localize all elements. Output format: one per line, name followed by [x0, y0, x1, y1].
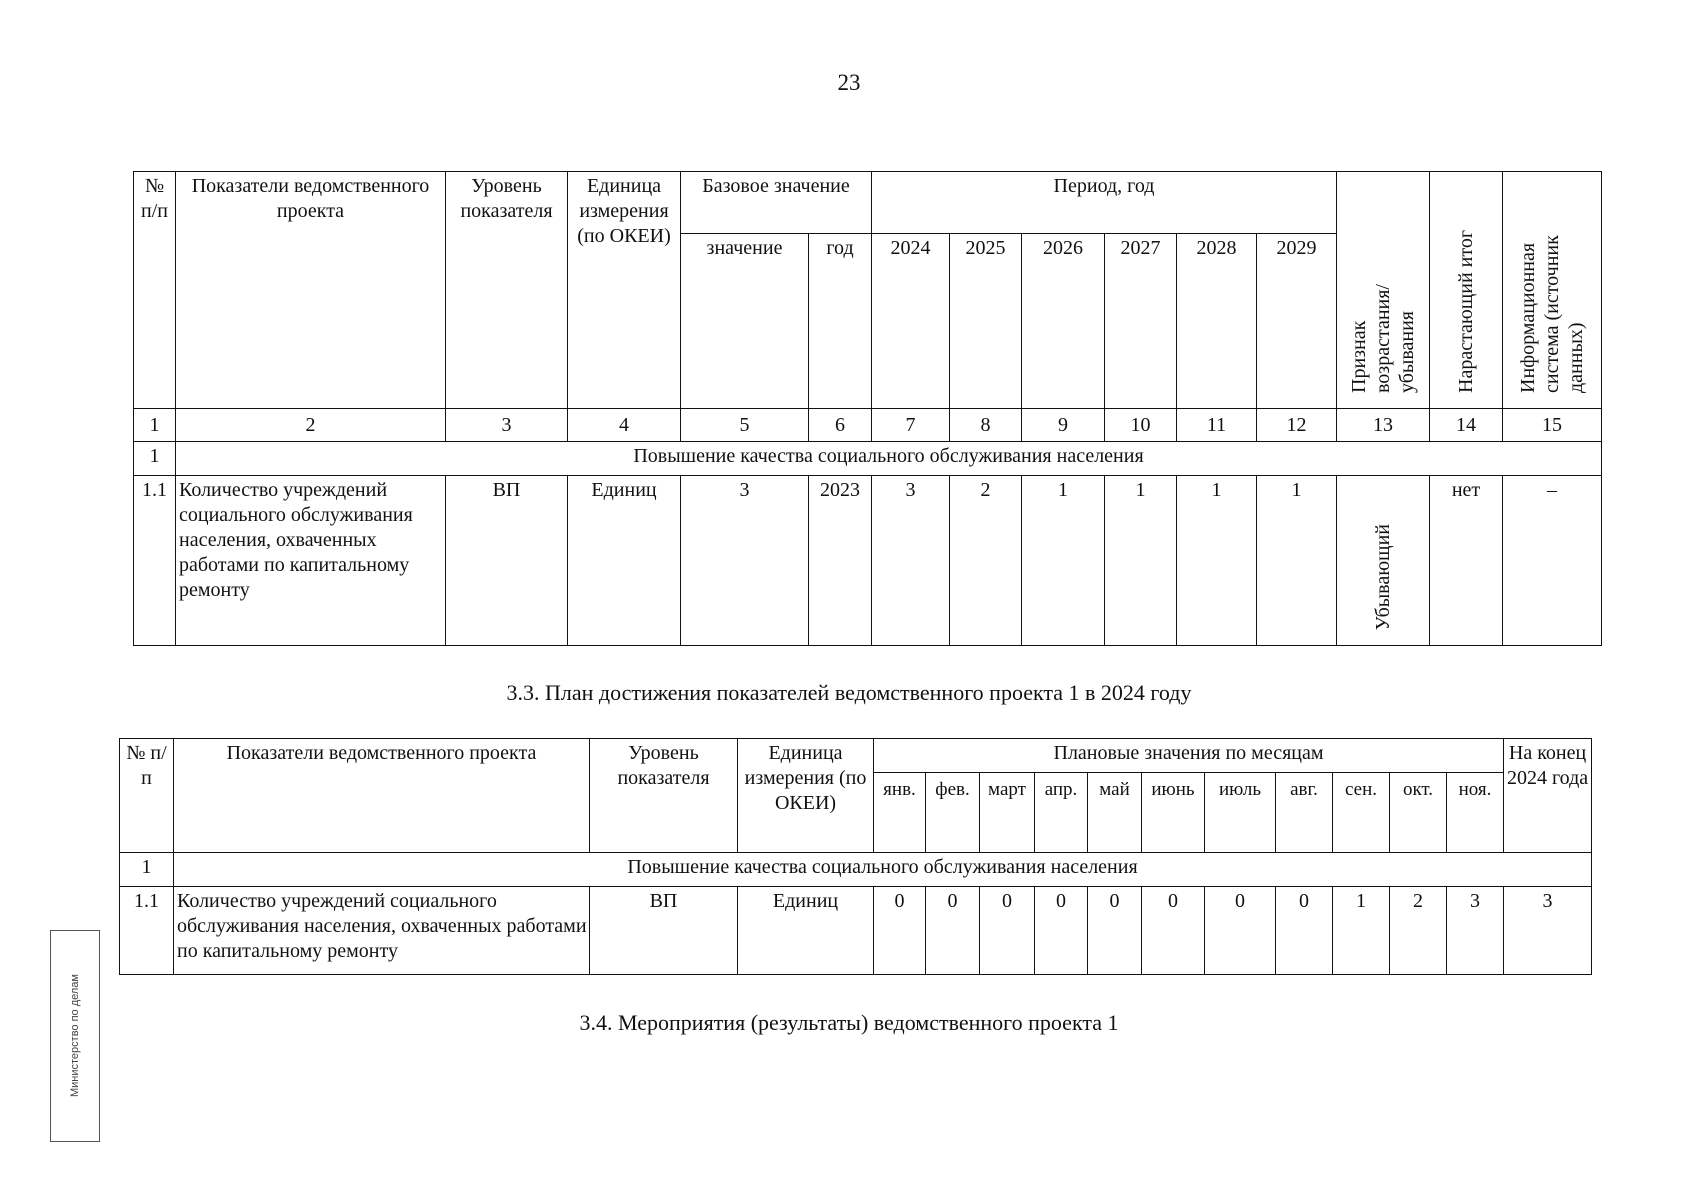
header-year: 2024	[872, 234, 950, 409]
column-number: 14	[1430, 409, 1503, 442]
column-number: 9	[1022, 409, 1105, 442]
row-cumulative: нет	[1430, 476, 1503, 646]
row-indicator-name: Количество учреждений социального обслуживания населения, охваченных работами по капитальному ремонту	[174, 887, 590, 975]
section-heading-3-4: 3.4. Мероприятия (результаты) ведомственного проекта 1	[579, 1010, 1119, 1035]
row-unit: Единиц	[738, 887, 874, 975]
header-cumulative-text: Нарастающий итог	[1455, 229, 1478, 393]
header-unit: Единица измерения (по ОКЕИ)	[738, 739, 874, 853]
row-unit: Единиц	[568, 476, 681, 646]
row-month-value: 0	[980, 887, 1035, 975]
row-number: 1.1	[120, 887, 174, 975]
row-year-value: 1	[1022, 476, 1105, 646]
header-end-of-year: На конец 2024 года	[1504, 739, 1592, 853]
row-level: ВП	[590, 887, 738, 975]
header-indicator: Показатели ведомственного проекта	[174, 739, 590, 853]
header-month: ноя.	[1447, 773, 1504, 853]
table-row	[120, 887, 1592, 975]
header-base: Базовое значение	[681, 172, 872, 234]
row-month-value: 0	[1142, 887, 1205, 975]
header-month: июнь	[1142, 773, 1205, 853]
row-year-value: 1	[1177, 476, 1257, 646]
row-info: –	[1503, 476, 1602, 646]
section-title: Повышение качества социального обслуживания населения	[174, 853, 1592, 887]
row-base-year: 2023	[809, 476, 872, 646]
page-number: 23	[837, 70, 861, 95]
header-base-value: значение	[681, 234, 809, 409]
row-month-value: 0	[1035, 887, 1088, 975]
header-sign-text: Признак возрастания/ убывания	[1348, 284, 1419, 393]
header-month: май	[1088, 773, 1142, 853]
table-row	[134, 476, 1602, 646]
header-month: окт.	[1390, 773, 1447, 853]
column-number: 11	[1177, 409, 1257, 442]
header-year: 2029	[1257, 234, 1337, 409]
row-year-value: 2	[950, 476, 1022, 646]
monthly-plan-table	[119, 738, 1592, 975]
row-month-value: 0	[1205, 887, 1276, 975]
column-number: 13	[1337, 409, 1430, 442]
header-unit: Единица измерения (по ОКЕИ)	[568, 172, 681, 409]
header-sign	[1337, 172, 1430, 409]
row-month-value: 0	[926, 887, 980, 975]
header-base-year: год	[809, 234, 872, 409]
header-year: 2025	[950, 234, 1022, 409]
row-month-value: 0	[1088, 887, 1142, 975]
row-end-value: 3	[1504, 887, 1592, 975]
header-year: 2027	[1105, 234, 1177, 409]
section-title: Повышение качества социального обслуживания населения	[176, 442, 1602, 476]
header-indicator: Показатели ведомственного проекта	[176, 172, 446, 409]
header-level: Уровень показателя	[446, 172, 568, 409]
row-base-value: 3	[681, 476, 809, 646]
header-num: № п/п	[134, 172, 176, 409]
header-cumulative	[1430, 172, 1503, 409]
column-number: 3	[446, 409, 568, 442]
header-month: фев.	[926, 773, 980, 853]
row-sign	[1337, 476, 1430, 646]
section-heading-3-3: 3.3. План достижения показателей ведомственного проекта 1 в 2024 году	[506, 680, 1192, 705]
header-month: апр.	[1035, 773, 1088, 853]
row-month-value: 3	[1447, 887, 1504, 975]
row-year-value: 1	[1105, 476, 1177, 646]
row-year-value: 1	[1257, 476, 1337, 646]
header-month: янв.	[874, 773, 926, 853]
header-month: сен.	[1333, 773, 1390, 853]
column-number: 8	[950, 409, 1022, 442]
header-planned: Плановые значения по месяцам	[874, 739, 1504, 773]
header-info-text: Информационная система (источник данных)	[1517, 235, 1588, 393]
column-number: 7	[872, 409, 950, 442]
header-month: июль	[1205, 773, 1276, 853]
row-month-value: 0	[1276, 887, 1333, 975]
stamp-text: Министерство по делам	[69, 974, 81, 1098]
header-year: 2028	[1177, 234, 1257, 409]
column-number: 1	[134, 409, 176, 442]
column-number: 5	[681, 409, 809, 442]
header-info	[1503, 172, 1602, 409]
header-month: март	[980, 773, 1035, 853]
column-number: 12	[1257, 409, 1337, 442]
header-level: Уровень показателя	[590, 739, 738, 853]
row-level: ВП	[446, 476, 568, 646]
header-month: авг.	[1276, 773, 1333, 853]
row-month-value: 1	[1333, 887, 1390, 975]
column-number: 4	[568, 409, 681, 442]
row-month-value: 2	[1390, 887, 1447, 975]
column-number: 10	[1105, 409, 1177, 442]
registration-stamp	[50, 930, 100, 1142]
header-num: № п/п	[120, 739, 174, 853]
row-month-value: 0	[874, 887, 926, 975]
section-number: 1	[134, 442, 176, 476]
row-year-value: 3	[872, 476, 950, 646]
row-sign-text: Убывающий	[1372, 523, 1395, 630]
header-period: Период, год	[872, 172, 1337, 234]
row-indicator-name: Количество учреждений социального обслуживания населения, охваченных работами по капитальному ремонту	[176, 476, 446, 646]
column-number: 6	[809, 409, 872, 442]
header-year: 2026	[1022, 234, 1105, 409]
section-number: 1	[120, 853, 174, 887]
indicators-table	[133, 171, 1602, 646]
column-number: 2	[176, 409, 446, 442]
column-number: 15	[1503, 409, 1602, 442]
row-number: 1.1	[134, 476, 176, 646]
